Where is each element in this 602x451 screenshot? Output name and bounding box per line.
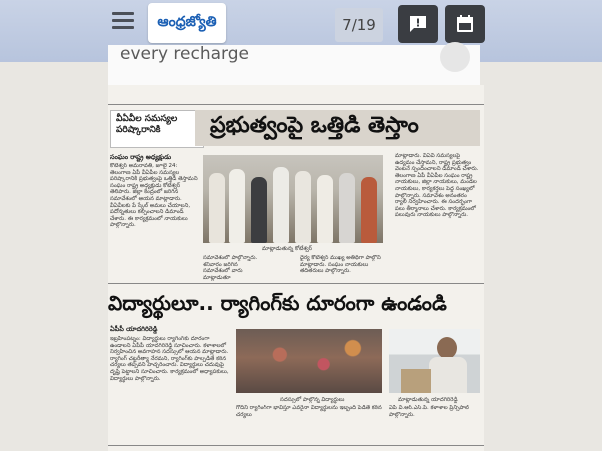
article1-column-4: మాట్లాడారు. వీఏవీ సమస్యలపై ఉద్యమం చేస్తామని, రాష్ట్ర ప్రభుత్వం వెంటనే స్పందించాలని డిమాండ్ చేశారు. తెలంగాణ ఏపీ వీఏపీల సంఘం రాష్ట్ర నాయకులు, జిల్లా నాయకులు, మండల నాయకులు, కార్యకర్తలు పెద్ద సంఖ్యలో పాల్గొన్నారు. సమావేశం అనంతరం ర్యాలీ నిర్వహించారు. ఈ సందర్భంగా పలు తీర్మానాలు చేశారు. కార్యక్రమంలో పలువురు నాయకులు పాల్గొన్నారు. xyxy=(395,153,479,219)
article2-column-1: ఇబ్రహీంపట్నం: విద్యార్థులు ర్యాగింగ్‌కు దూరంగా ఉండాలని ఏపీపీ యాదగిరిరెడ్డి సూచించారు. కళాశాలలో నిర్వహించిన అవగాహన సదస్సులో ఆయన మాట్లాడారు. ర్యాగింగ్ చట్టరీత్యా నేరమని, ర్యాగింగ్‌కు పాల్పడితే కఠిన చర్యలు తప్పవని హెచ్చరించారు. విద్యార్థులు చదువుపై దృష్టి పెట్టాలని సూచించారు. కార్యక్రమంలో అధ్యాపకులు, విద్యార్థులు పాల్గొన్నారు. xyxy=(110,336,229,382)
article1-column-1: కోటేశ్వర్ అమరావతి, జూలై 24: తెలంగాణ ఏపీ వీఏపీల సమస్యల పరిష్కారానికి ప్రభుత్వంపై ఒత్తిడి తెస్తామని సంఘం రాష్ట్ర అధ్యక్షుడు కోటేశ్వర్ తెలిపారు. జిల్లా కేంద్రంలో జరిగిన సమావేశంలో ఆయన మాట్లాడారు. వీఏవీలకు పే స్కేల్ అమలు చేయాలని, పదోన్నతులు కల్పించాలని డిమాండ్ చేశారు. ఈ కార్యక్రమంలో నాయకులు పాల్గొన్నారు. xyxy=(110,163,198,229)
article1-byline: సంఘం రాష్ట్ర అధ్యక్షుడు xyxy=(110,153,172,161)
calendar-button[interactable] xyxy=(445,5,485,43)
ad-text: every recharge xyxy=(120,44,249,64)
article1-kicker: వీఏవీల సమస్యల పరిష్కారానికి xyxy=(116,114,178,135)
article2-photo-speaker[interactable] xyxy=(389,329,480,393)
app-logo xyxy=(148,3,226,43)
page-counter-text: 7/19 xyxy=(342,16,376,34)
article1-column-2: సమావేశంలో పాల్గొన్నారు. శనివారం జరిగిన సమావేశంలో వారు మాట్లాడుతూ xyxy=(203,255,258,281)
logo-text: ఆంధ్రజ్యోతి xyxy=(157,13,217,30)
feedback-button[interactable] xyxy=(398,5,438,43)
divider xyxy=(108,104,484,105)
ad-graphic xyxy=(440,42,470,72)
article1-headline[interactable]: ప్రభుత్వంపై ఒత్తిడి తెస్తాం xyxy=(210,113,419,138)
article2-headline[interactable]: విద్యార్థులూ.. ర్యాగింగ్‌కు దూరంగా ఉండండి xyxy=(108,291,447,315)
article2-column-2: గోదిని ర్యాగింగ్‌గా భావిస్తూ ఎవరైనా విద్యార్థులను ఇబ్బంది పెడితే కఠిన చర్యలు xyxy=(236,405,382,418)
divider xyxy=(108,445,484,446)
top-text-strip xyxy=(110,88,480,102)
article1-caption: మాట్లాడుతున్న కోటేశ్వర్ xyxy=(262,246,312,252)
article2-photo-students[interactable] xyxy=(236,329,382,393)
menu-icon[interactable] xyxy=(112,12,134,30)
divider xyxy=(108,283,484,284)
page-counter[interactable] xyxy=(335,8,383,42)
article2-caption-2: మాట్లాడుతున్న యాదగిరిరెడ్డి xyxy=(398,397,458,403)
feedback-icon xyxy=(407,13,429,35)
article1-photo[interactable] xyxy=(203,155,383,243)
article2-caption-1: సదస్సులో పాల్గొన్న విద్యార్థులు xyxy=(280,397,345,403)
calendar-icon xyxy=(454,13,476,35)
article1-column-3: ధైర్య కోటేశ్వర్ ముఖ్య అతిథిగా పాల్గొని మాట్లాడారు. సంఘం నాయకులు తదితరులు పాల్గొన్నారు. xyxy=(300,255,381,275)
article2-byline: ఏపీపీ యాదగిరిరెడ్డి xyxy=(110,325,158,333)
article2-column-3: ఏపీ వి.ఆర్.ఎస్.పి. కళాశాల ప్రిన్సిపాల్ పాల్గొన్నారు. xyxy=(389,405,469,418)
